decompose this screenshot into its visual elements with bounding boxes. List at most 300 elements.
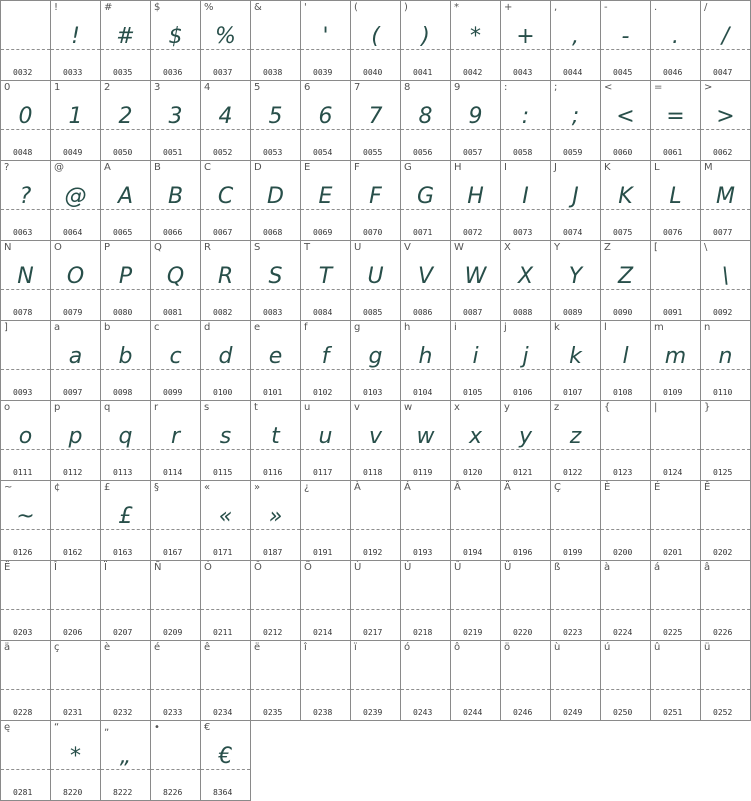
glyph-cell-code: 0171 bbox=[213, 548, 233, 557]
glyph-cell-label: ô bbox=[454, 642, 461, 653]
glyph-cell bbox=[201, 401, 251, 481]
glyph-cell-label: y bbox=[504, 402, 510, 413]
glyph-cell bbox=[601, 641, 651, 721]
glyph-cell bbox=[1, 161, 51, 241]
glyph-cell-label: ä bbox=[4, 642, 11, 653]
glyph-sample bbox=[501, 657, 550, 697]
glyph-cell-code: 0193 bbox=[413, 548, 433, 557]
glyph-cell bbox=[401, 161, 451, 241]
glyph-cell bbox=[701, 481, 751, 561]
glyph-sample bbox=[601, 577, 650, 617]
glyph-cell-label: 4 bbox=[204, 82, 211, 93]
glyph-cell-label: è bbox=[104, 642, 111, 653]
glyph-sample: - bbox=[621, 24, 630, 49]
glyph-cell-label: ö bbox=[504, 642, 511, 653]
glyph-sample: 6 bbox=[318, 104, 333, 129]
glyph-cell-label: ? bbox=[4, 162, 10, 173]
glyph-cell bbox=[601, 401, 651, 481]
glyph-sample: l bbox=[622, 344, 629, 369]
glyph-cell-code: 0081 bbox=[163, 308, 183, 317]
glyph-cell-label: g bbox=[354, 322, 361, 333]
glyph-cell-code: 0072 bbox=[463, 228, 483, 237]
glyph-cell-label: : bbox=[504, 82, 508, 93]
glyph-cell bbox=[401, 481, 451, 561]
glyph-cell-code: 0074 bbox=[563, 228, 583, 237]
glyph-sample bbox=[701, 657, 750, 697]
glyph-cell bbox=[551, 1, 601, 81]
glyph-cell bbox=[251, 641, 301, 721]
glyph-sample bbox=[301, 577, 350, 617]
glyph-sample: * bbox=[70, 744, 81, 769]
glyph-cell bbox=[201, 241, 251, 321]
glyph-cell-code: 0118 bbox=[363, 468, 383, 477]
glyph-cell-label: é bbox=[154, 642, 161, 653]
glyph-cell-label: - bbox=[604, 2, 608, 13]
glyph-cell bbox=[151, 721, 201, 801]
glyph-cell-code: 0167 bbox=[163, 548, 183, 557]
glyph-cell-label: M bbox=[704, 162, 713, 173]
glyph-cell-label: 7 bbox=[354, 82, 361, 93]
glyph-cell-code: 0099 bbox=[163, 388, 183, 397]
glyph-cell-label: U bbox=[354, 242, 362, 253]
glyph-cell-code: 0057 bbox=[463, 148, 483, 157]
glyph-cell bbox=[651, 81, 701, 161]
glyph-cell bbox=[401, 241, 451, 321]
glyph-cell-label: r bbox=[154, 402, 159, 413]
glyph-cell bbox=[201, 1, 251, 81]
glyph-cell bbox=[651, 321, 701, 401]
glyph-cell-code: 0122 bbox=[563, 468, 583, 477]
glyph-cell-label: p bbox=[54, 402, 61, 413]
glyph-sample bbox=[1, 737, 50, 777]
glyph-cell bbox=[401, 1, 451, 81]
glyph-sample: I bbox=[522, 184, 529, 209]
glyph-cell bbox=[101, 321, 151, 401]
glyph-cell-label: o bbox=[4, 402, 11, 413]
glyph-cell-label: â bbox=[704, 562, 711, 573]
glyph-cell-label: c bbox=[154, 322, 160, 333]
glyph-cell-code: 0056 bbox=[413, 148, 433, 157]
glyph-cell bbox=[201, 481, 251, 561]
glyph-cell-code: 0048 bbox=[13, 148, 33, 157]
glyph-cell bbox=[101, 481, 151, 561]
glyph-cell bbox=[201, 721, 251, 801]
glyph-cell-label: Ó bbox=[204, 562, 212, 573]
glyph-sample: j bbox=[522, 344, 529, 369]
glyph-cell bbox=[151, 401, 201, 481]
glyph-cell-code: 0098 bbox=[113, 388, 133, 397]
glyph-cell bbox=[701, 641, 751, 721]
glyph-sample: 2 bbox=[118, 104, 133, 129]
glyph-cell-code: 0080 bbox=[113, 308, 133, 317]
glyph-cell-code: 0073 bbox=[513, 228, 533, 237]
glyph-cell-code: 0110 bbox=[713, 388, 733, 397]
glyph-sample: h bbox=[418, 344, 433, 369]
glyph-cell-label: È bbox=[604, 482, 611, 493]
glyph-cell bbox=[1, 401, 51, 481]
glyph-sample: \ bbox=[721, 264, 730, 289]
glyph-sample: A bbox=[117, 184, 134, 209]
glyph-sample bbox=[51, 577, 100, 617]
glyph-sample bbox=[1, 657, 50, 697]
glyph-cell-label: ó bbox=[404, 642, 411, 653]
glyph-cell-code: 0108 bbox=[613, 388, 633, 397]
glyph-sample: / bbox=[721, 24, 730, 49]
glyph-cell-code: 0249 bbox=[563, 708, 583, 717]
glyph-cell-code: 0201 bbox=[663, 548, 683, 557]
glyph-cell-code: 0045 bbox=[613, 68, 633, 77]
glyph-cell bbox=[501, 401, 551, 481]
glyph-sample: r bbox=[170, 424, 181, 449]
glyph-sample: U bbox=[367, 264, 384, 289]
glyph-cell-label: 8 bbox=[404, 82, 411, 93]
glyph-cell-label: e bbox=[254, 322, 261, 333]
glyph-cell bbox=[51, 321, 101, 401]
glyph-sample bbox=[451, 657, 500, 697]
glyph-cell bbox=[401, 321, 451, 401]
glyph-cell bbox=[151, 161, 201, 241]
glyph-cell-label: 6 bbox=[304, 82, 311, 93]
glyph-sample: x bbox=[468, 424, 483, 449]
glyph-sample: V bbox=[417, 264, 434, 289]
glyph-sample bbox=[451, 497, 500, 537]
glyph-cell bbox=[51, 641, 101, 721]
glyph-cell bbox=[701, 81, 751, 161]
glyph-cell-code: 0089 bbox=[563, 308, 583, 317]
glyph-sample: y bbox=[518, 424, 533, 449]
glyph-cell bbox=[401, 81, 451, 161]
glyph-cell-code: 0039 bbox=[313, 68, 333, 77]
glyph-cell-label: t bbox=[254, 402, 258, 413]
glyph-cell-label: à bbox=[604, 562, 611, 573]
glyph-cell bbox=[651, 641, 701, 721]
glyph-sample: S bbox=[268, 264, 283, 289]
glyph-sample bbox=[651, 657, 700, 697]
glyph-cell-label: î bbox=[304, 642, 307, 653]
glyph-cell-code: 0075 bbox=[613, 228, 633, 237]
glyph-cell-label: F bbox=[354, 162, 360, 173]
glyph-cell bbox=[451, 81, 501, 161]
glyph-cell-code: 0092 bbox=[713, 308, 733, 317]
glyph-sample bbox=[51, 657, 100, 697]
glyph-cell bbox=[201, 641, 251, 721]
glyph-cell-label: u bbox=[304, 402, 311, 413]
glyph-sample: 4 bbox=[218, 104, 233, 129]
glyph-cell-code: 0059 bbox=[563, 148, 583, 157]
glyph-cell-code: 0192 bbox=[363, 548, 383, 557]
glyph-cell-label: X bbox=[504, 242, 511, 253]
glyph-cell-code: 0085 bbox=[363, 308, 383, 317]
glyph-sample: c bbox=[169, 344, 182, 369]
glyph-cell-code: 0126 bbox=[13, 548, 33, 557]
glyph-cell bbox=[251, 321, 301, 401]
glyph-cell-code: 0035 bbox=[113, 68, 133, 77]
glyph-cell bbox=[151, 561, 201, 641]
glyph-cell-code: 0051 bbox=[163, 148, 183, 157]
glyph-sample: ; bbox=[571, 104, 580, 129]
glyph-cell-code: 0252 bbox=[713, 708, 733, 717]
glyph-cell bbox=[651, 561, 701, 641]
glyph-cell bbox=[51, 161, 101, 241]
glyph-sample bbox=[151, 737, 200, 777]
glyph-sample: € bbox=[218, 744, 233, 769]
glyph-cell-label: 3 bbox=[154, 82, 161, 93]
glyph-cell-label: b bbox=[104, 322, 111, 333]
glyph-cell-label: ç bbox=[54, 642, 60, 653]
glyph-sample: J bbox=[572, 184, 579, 209]
glyph-cell bbox=[351, 641, 401, 721]
glyph-cell-code: 0040 bbox=[363, 68, 383, 77]
glyph-sample: « bbox=[218, 504, 233, 529]
glyph-sample: + bbox=[516, 24, 535, 49]
glyph-cell-code: 0036 bbox=[163, 68, 183, 77]
glyph-cell-code: 0060 bbox=[613, 148, 633, 157]
glyph-cell-code: 0114 bbox=[163, 468, 183, 477]
glyph-cell bbox=[1, 321, 51, 401]
glyph-cell bbox=[151, 641, 201, 721]
glyph-cell-label: Z bbox=[604, 242, 611, 253]
glyph-sample: % bbox=[215, 24, 236, 49]
glyph-cell bbox=[1, 481, 51, 561]
glyph-cell bbox=[1, 241, 51, 321]
glyph-sample: t bbox=[271, 424, 280, 449]
glyph-cell-code: 0219 bbox=[463, 628, 483, 637]
glyph-cell-label: É bbox=[654, 482, 661, 493]
glyph-cell-label: h bbox=[404, 322, 411, 333]
glyph-cell bbox=[101, 241, 151, 321]
glyph-cell bbox=[451, 321, 501, 401]
glyph-cell-label: 1 bbox=[54, 82, 61, 93]
glyph-sample: E bbox=[318, 184, 333, 209]
glyph-cell bbox=[1, 641, 51, 721]
glyph-sample bbox=[551, 657, 600, 697]
glyph-cell bbox=[1, 1, 51, 81]
glyph-cell bbox=[651, 241, 701, 321]
glyph-cell bbox=[451, 561, 501, 641]
glyph-cell-code: 0194 bbox=[463, 548, 483, 557]
glyph-cell-label: % bbox=[204, 2, 214, 13]
glyph-cell-label: B bbox=[154, 162, 161, 173]
glyph-cell-label: z bbox=[554, 402, 560, 413]
glyph-sample: H bbox=[467, 184, 484, 209]
glyph-cell bbox=[1, 561, 51, 641]
glyph-cell-label: | bbox=[654, 402, 658, 413]
glyph-sample: f bbox=[321, 344, 330, 369]
glyph-cell-label: T bbox=[304, 242, 311, 253]
glyph-cell-label: m bbox=[654, 322, 664, 333]
glyph-sample bbox=[1, 17, 50, 57]
glyph-cell bbox=[201, 561, 251, 641]
glyph-cell-code: 0200 bbox=[613, 548, 633, 557]
glyph-cell bbox=[701, 561, 751, 641]
glyph-sample: 9 bbox=[468, 104, 483, 129]
glyph-sample bbox=[651, 577, 700, 617]
glyph-cell-code: 0082 bbox=[213, 308, 233, 317]
glyph-cell bbox=[701, 401, 751, 481]
glyph-cell-label: } bbox=[704, 402, 711, 413]
glyph-sample: k bbox=[569, 344, 582, 369]
glyph-cell bbox=[651, 481, 701, 561]
glyph-cell-label: G bbox=[404, 162, 412, 173]
glyph-cell-label: Î bbox=[54, 562, 57, 573]
glyph-cell bbox=[351, 161, 401, 241]
glyph-cell-code: 0090 bbox=[613, 308, 633, 317]
glyph-sample: F bbox=[369, 184, 382, 209]
glyph-cell-code: 0234 bbox=[213, 708, 233, 717]
glyph-cell-code: 0233 bbox=[163, 708, 183, 717]
glyph-cell bbox=[251, 161, 301, 241]
glyph-cell-label: R bbox=[204, 242, 211, 253]
glyph-sample: T bbox=[318, 264, 333, 289]
glyph-cell bbox=[501, 561, 551, 641]
glyph-sample bbox=[551, 497, 600, 537]
glyph-cell-code: 0117 bbox=[313, 468, 333, 477]
glyph-cell-label: i bbox=[454, 322, 457, 333]
glyph-sample bbox=[451, 577, 500, 617]
glyph-cell bbox=[101, 1, 151, 81]
glyph-sample: = bbox=[666, 104, 685, 129]
glyph-cell-label: Ç bbox=[554, 482, 561, 493]
glyph-cell-code: 0223 bbox=[563, 628, 583, 637]
glyph-cell-code: 0250 bbox=[613, 708, 633, 717]
glyph-cell bbox=[251, 401, 301, 481]
glyph-cell-label: ! bbox=[54, 2, 59, 13]
glyph-cell-label: $ bbox=[154, 2, 161, 13]
glyph-cell bbox=[451, 481, 501, 561]
glyph-sample: g bbox=[368, 344, 383, 369]
glyph-cell-label: ~ bbox=[4, 482, 13, 493]
glyph-cell-label: , bbox=[554, 2, 558, 13]
glyph-sample: ~ bbox=[16, 504, 35, 529]
glyph-cell-label: Ö bbox=[304, 562, 312, 573]
glyph-sample: M bbox=[716, 184, 735, 209]
glyph-cell bbox=[601, 241, 651, 321]
glyph-cell bbox=[51, 241, 101, 321]
glyph-cell-label: V bbox=[404, 242, 411, 253]
glyph-cell-code: 0124 bbox=[663, 468, 683, 477]
glyph-cell bbox=[551, 481, 601, 561]
glyph-cell-code: 0228 bbox=[13, 708, 33, 717]
glyph-cell-code: 0061 bbox=[663, 148, 683, 157]
glyph-cell-code: 0226 bbox=[713, 628, 733, 637]
glyph-cell-code: 0187 bbox=[263, 548, 283, 557]
glyph-cell-label: / bbox=[704, 2, 708, 13]
glyph-sample: Q bbox=[166, 264, 185, 289]
glyph-cell bbox=[501, 161, 551, 241]
glyph-sample: u bbox=[318, 424, 333, 449]
glyph-cell bbox=[301, 161, 351, 241]
glyph-sample: O bbox=[66, 264, 85, 289]
glyph-cell-label: Ú bbox=[404, 562, 412, 573]
glyph-cell bbox=[51, 561, 101, 641]
glyph-cell bbox=[301, 481, 351, 561]
glyph-sample: 5 bbox=[268, 104, 283, 129]
glyph-sample bbox=[351, 577, 400, 617]
glyph-sample: b bbox=[118, 344, 133, 369]
glyph-cell bbox=[51, 401, 101, 481]
glyph-cell-label: . bbox=[654, 2, 658, 13]
glyph-cell-label: “ bbox=[54, 722, 60, 733]
glyph-sample bbox=[401, 497, 450, 537]
glyph-cell-code: 0097 bbox=[63, 388, 83, 397]
glyph-cell-code: 0071 bbox=[413, 228, 433, 237]
glyph-sample bbox=[401, 657, 450, 697]
glyph-sample: 1 bbox=[68, 104, 83, 129]
glyph-cell-code: 0238 bbox=[313, 708, 333, 717]
glyph-cell-label: P bbox=[104, 242, 111, 253]
glyph-sample bbox=[201, 657, 250, 697]
glyph-sample: w bbox=[416, 424, 435, 449]
glyph-sample bbox=[151, 657, 200, 697]
glyph-cell-code: 0083 bbox=[263, 308, 283, 317]
glyph-sample: o bbox=[18, 424, 33, 449]
glyph-cell-code: 0109 bbox=[663, 388, 683, 397]
glyph-cell-label: Â bbox=[454, 482, 461, 493]
glyph-sample: £ bbox=[118, 504, 133, 529]
glyph-cell-code: 0091 bbox=[663, 308, 683, 317]
glyph-sample: d bbox=[218, 344, 233, 369]
glyph-cell-code: 0069 bbox=[313, 228, 333, 237]
glyph-cell-code: 0116 bbox=[263, 468, 283, 477]
glyph-sample: » bbox=[268, 504, 283, 529]
glyph-cell-label: Ñ bbox=[154, 562, 162, 573]
glyph-sample: > bbox=[716, 104, 735, 129]
glyph-sample: K bbox=[618, 184, 633, 209]
glyph-cell bbox=[601, 161, 651, 241]
glyph-cell-label: Ë bbox=[4, 562, 11, 573]
glyph-cell-label: ; bbox=[554, 82, 558, 93]
glyph-cell bbox=[1, 721, 51, 801]
glyph-cell-code: 0220 bbox=[513, 628, 533, 637]
glyph-cell bbox=[51, 721, 101, 801]
glyph-sample bbox=[301, 657, 350, 697]
glyph-cell-code: 0231 bbox=[63, 708, 83, 717]
glyph-cell bbox=[301, 401, 351, 481]
glyph-cell-code: 0047 bbox=[713, 68, 733, 77]
glyph-cell bbox=[101, 561, 151, 641]
glyph-cell-code: 0093 bbox=[13, 388, 33, 397]
glyph-cell-label: 9 bbox=[454, 82, 461, 93]
glyph-sample: . bbox=[672, 24, 679, 49]
glyph-sample bbox=[251, 577, 300, 617]
glyph-cell bbox=[651, 1, 701, 81]
glyph-cell-code: 0207 bbox=[113, 628, 133, 637]
glyph-cell-label: D bbox=[254, 162, 262, 173]
glyph-sample bbox=[351, 657, 400, 697]
glyph-cell bbox=[651, 161, 701, 241]
glyph-cell-code: 0044 bbox=[563, 68, 583, 77]
glyph-cell-label: » bbox=[254, 482, 261, 493]
glyph-cell-code: 0225 bbox=[663, 628, 683, 637]
glyph-cell-label: w bbox=[404, 402, 413, 413]
glyph-cell-label: 0 bbox=[4, 82, 11, 93]
glyph-sample bbox=[651, 497, 700, 537]
glyph-cell bbox=[151, 321, 201, 401]
glyph-sample: D bbox=[267, 184, 284, 209]
glyph-sample bbox=[101, 657, 150, 697]
glyph-cell-code: 0053 bbox=[263, 148, 283, 157]
glyph-cell-code: 0062 bbox=[713, 148, 733, 157]
glyph-sample bbox=[701, 417, 750, 457]
glyph-cell-label: n bbox=[704, 322, 711, 333]
glyph-cell-label: H bbox=[454, 162, 462, 173]
glyph-sample bbox=[701, 577, 750, 617]
glyph-cell bbox=[351, 561, 401, 641]
glyph-sample: G bbox=[416, 184, 435, 209]
glyph-cell bbox=[301, 1, 351, 81]
glyph-sample bbox=[501, 577, 550, 617]
glyph-cell-label: 2 bbox=[104, 82, 111, 93]
